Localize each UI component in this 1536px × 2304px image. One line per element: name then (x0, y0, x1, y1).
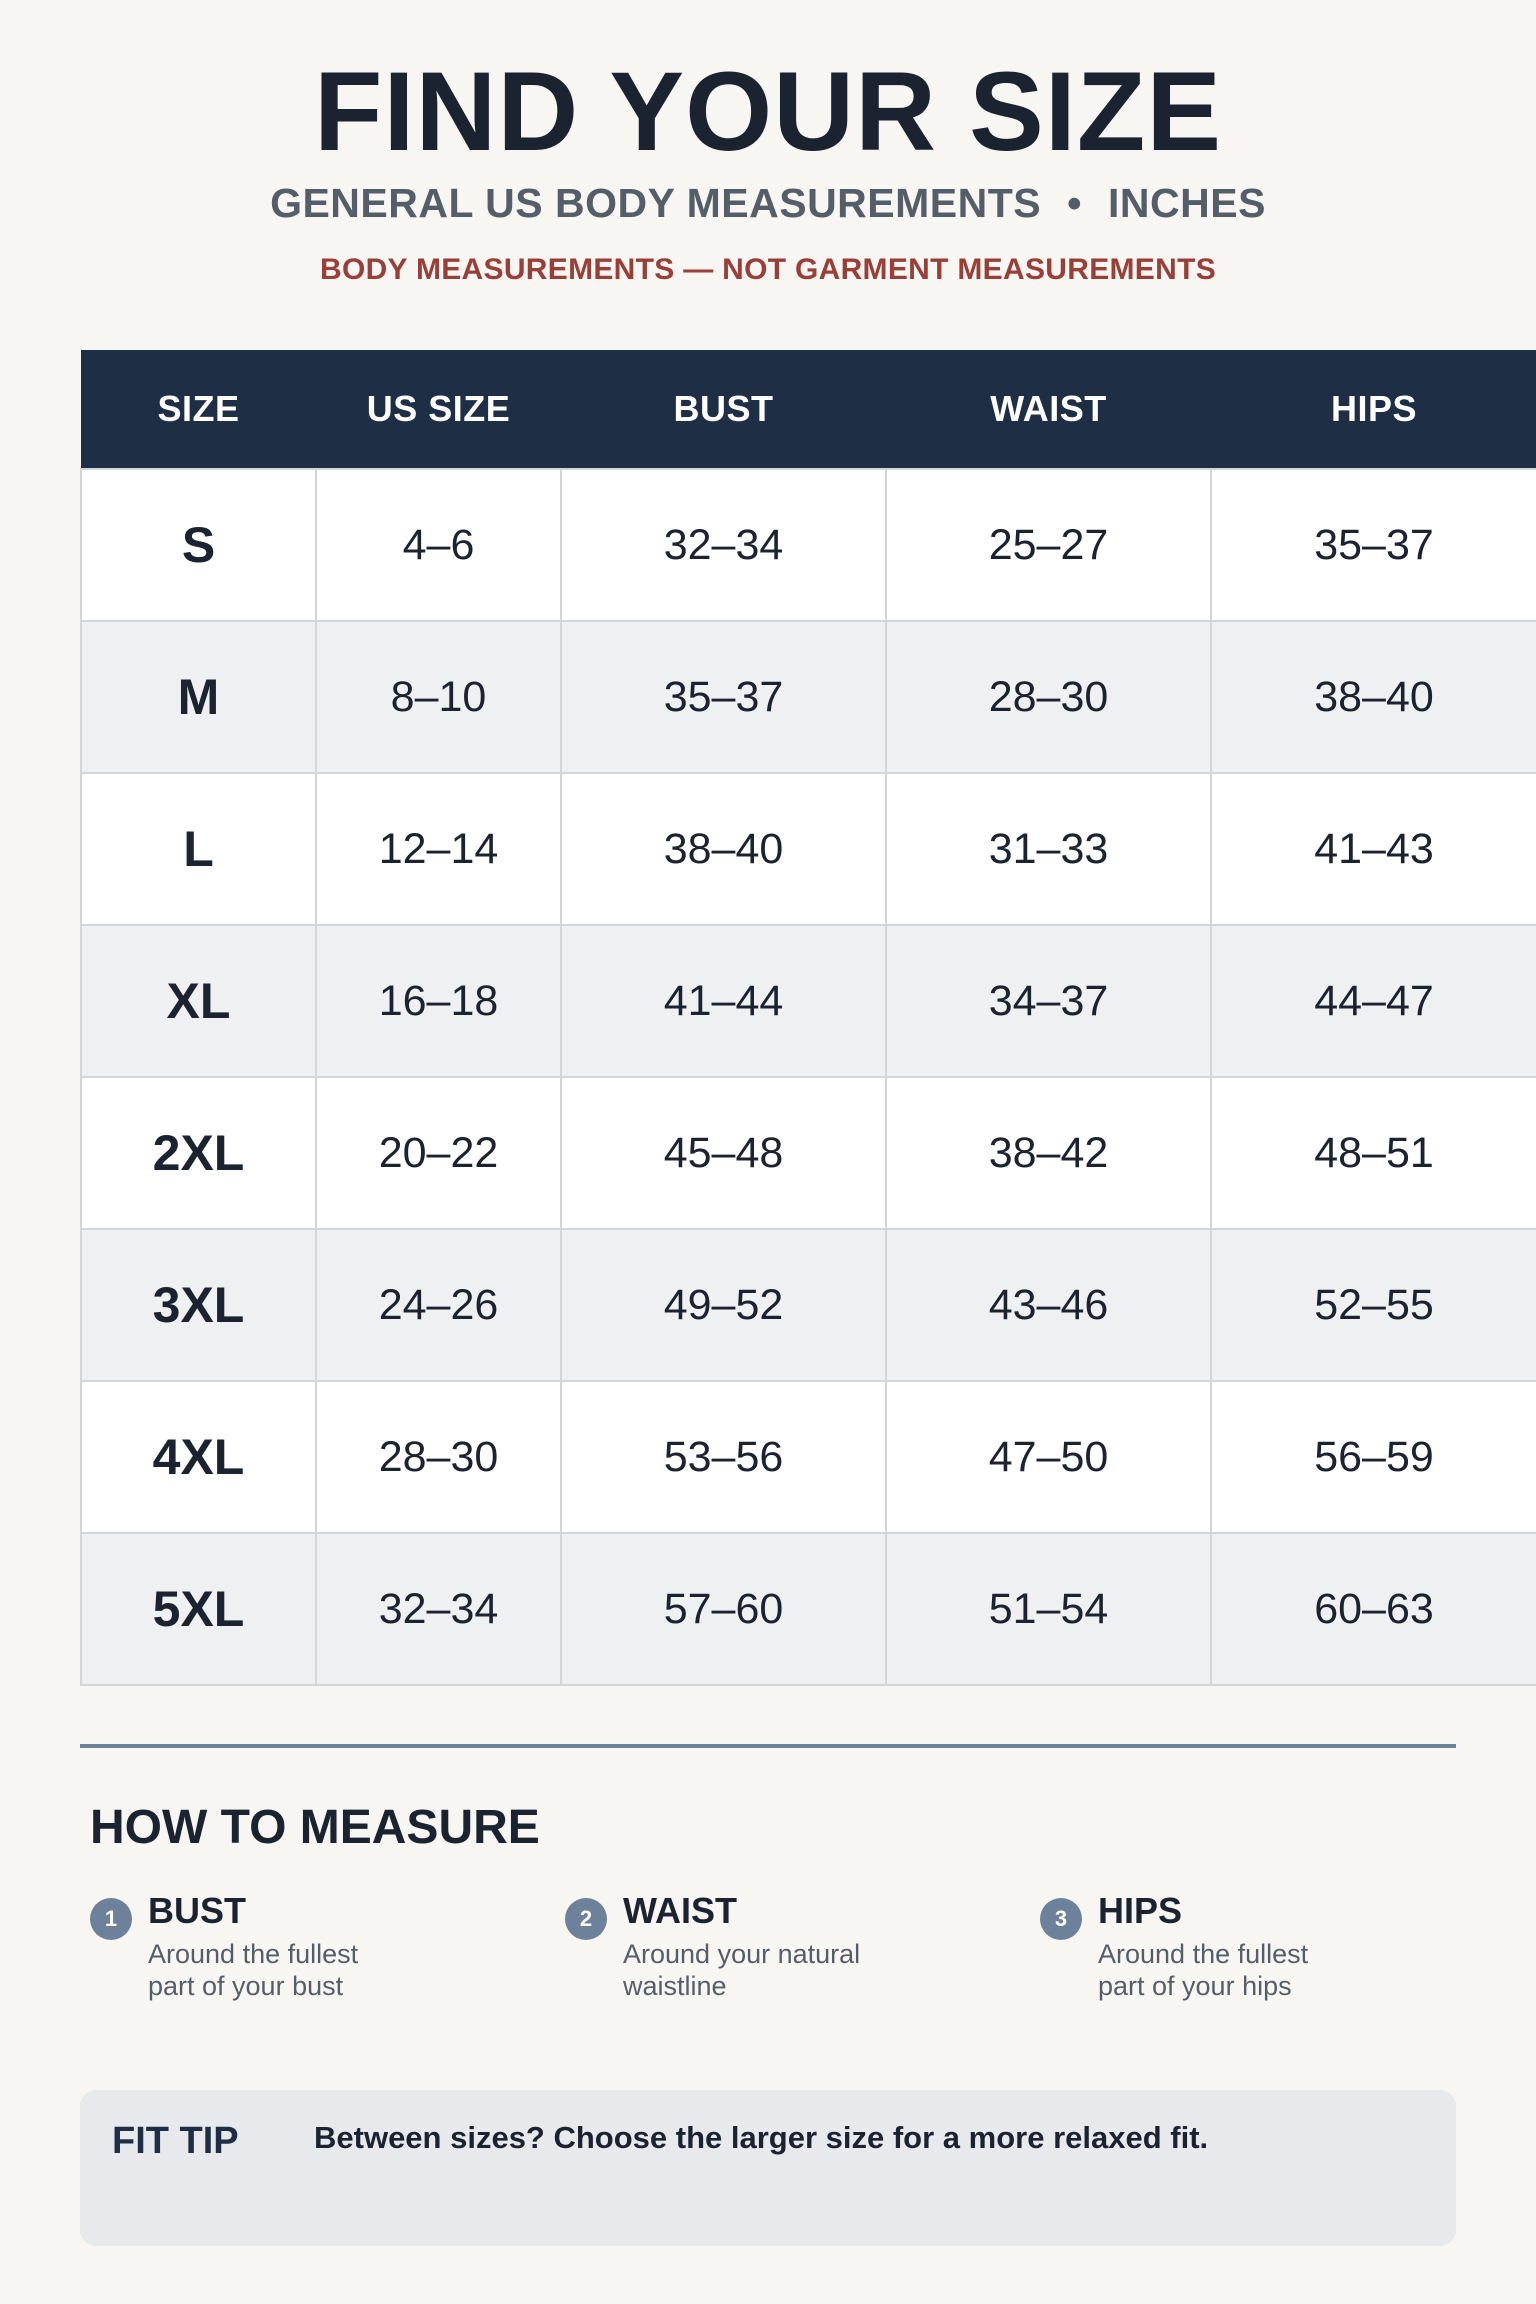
fit-tip-label: FIT TIP (112, 2120, 239, 2162)
bust-cell: 45–48 (561, 1077, 886, 1229)
us-size-cell: 32–34 (316, 1533, 561, 1685)
header-bust: BUST (561, 350, 886, 469)
hips-cell: 48–51 (1211, 1077, 1536, 1229)
size-cell: 2XL (81, 1077, 316, 1229)
waist-cell: 47–50 (886, 1381, 1211, 1533)
header-size: SIZE (81, 350, 316, 469)
bust-cell: 57–60 (561, 1533, 886, 1685)
step-title: WAIST (623, 1890, 737, 1931)
waist-cell: 31–33 (886, 773, 1211, 925)
table-row (81, 621, 1536, 773)
size-cell: 3XL (81, 1229, 316, 1381)
step-description: Around your natural waistline (623, 1939, 861, 2001)
header-us-size: US SIZE (316, 350, 561, 469)
table-row (81, 1533, 1536, 1685)
us-size-cell: 8–10 (316, 621, 561, 773)
step-description: Around the fullest part of your bust (148, 1939, 359, 2001)
size-cell: M (81, 621, 316, 773)
waist-cell: 51–54 (886, 1533, 1211, 1685)
table-header-row (81, 350, 1536, 469)
page-title: FIND YOUR SIZE (313, 49, 1223, 174)
header-hips: HIPS (1211, 350, 1536, 469)
bust-cell: 49–52 (561, 1229, 886, 1381)
step-number-badge: 2 (565, 1898, 607, 1940)
fit-tip-box (80, 2090, 1456, 2246)
table-row (81, 773, 1536, 925)
table-row (81, 1229, 1536, 1381)
us-size-cell: 4–6 (316, 469, 561, 621)
hips-cell: 41–43 (1211, 773, 1536, 925)
bust-cell: 32–34 (561, 469, 886, 621)
bust-cell: 38–40 (561, 773, 886, 925)
step-number-badge: 1 (90, 1898, 132, 1940)
step-number-badge: 3 (1040, 1898, 1082, 1940)
size-cell: 5XL (81, 1533, 316, 1685)
waist-cell: 43–46 (886, 1229, 1211, 1381)
hips-cell: 35–37 (1211, 469, 1536, 621)
step-title: HIPS (1098, 1890, 1183, 1931)
fit-tip-text: Between sizes? Choose the larger size for a more relaxed fit. (314, 2120, 1209, 2155)
size-chart-table (80, 350, 1536, 1686)
measurement-notice: BODY MEASUREMENTS — NOT GARMENT MEASUREMENTS (319, 253, 1217, 286)
us-size-cell: 12–14 (316, 773, 561, 925)
size-cell: S (81, 469, 316, 621)
us-size-cell: 16–18 (316, 925, 561, 1077)
bust-cell: 53–56 (561, 1381, 886, 1533)
page-subtitle (0, 178, 1536, 228)
waist-cell: 38–42 (886, 1077, 1211, 1229)
us-size-cell: 20–22 (316, 1077, 561, 1229)
table-row (81, 1381, 1536, 1533)
how-to-measure-title: HOW TO MEASURE (90, 1801, 540, 1854)
waist-cell: 25–27 (886, 469, 1211, 621)
table-row (81, 925, 1536, 1077)
hips-cell: 44–47 (1211, 925, 1536, 1077)
table-row (81, 1077, 1536, 1229)
subtitle-units: INCHES (1108, 180, 1266, 226)
waist-cell: 28–30 (886, 621, 1211, 773)
hips-cell: 56–59 (1211, 1381, 1536, 1533)
size-cell: XL (81, 925, 316, 1077)
waist-cell: 34–37 (886, 925, 1211, 1077)
size-cell: 4XL (81, 1381, 316, 1533)
hips-cell: 52–55 (1211, 1229, 1536, 1381)
subtitle-separator: • (1067, 180, 1083, 226)
us-size-cell: 24–26 (316, 1229, 561, 1381)
bust-cell: 35–37 (561, 621, 886, 773)
subtitle-measurements: GENERAL US BODY MEASUREMENTS (270, 180, 1042, 226)
section-divider (80, 1744, 1456, 1748)
size-cell: L (81, 773, 316, 925)
us-size-cell: 28–30 (316, 1381, 561, 1533)
hips-cell: 60–63 (1211, 1533, 1536, 1685)
hips-cell: 38–40 (1211, 621, 1536, 773)
step-description: Around the fullest part of your hips (1098, 1939, 1309, 2001)
header-waist: WAIST (886, 350, 1211, 469)
step-title: BUST (148, 1890, 246, 1931)
bust-cell: 41–44 (561, 925, 886, 1077)
table-row (81, 469, 1536, 621)
